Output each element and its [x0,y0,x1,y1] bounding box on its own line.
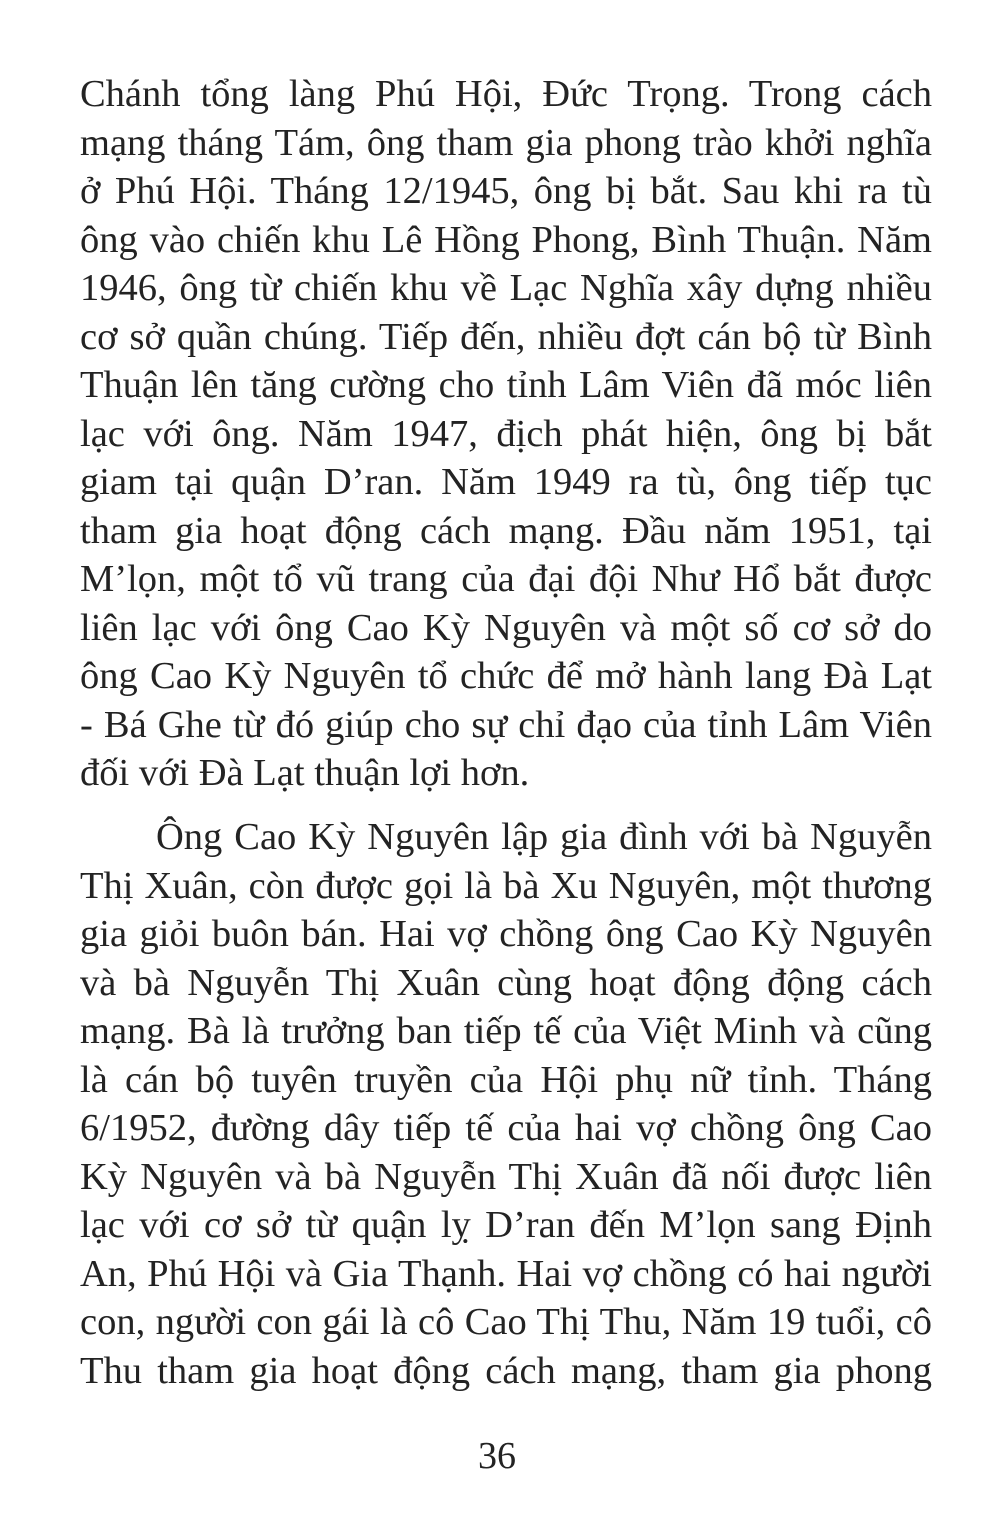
page-number: 36 [478,1435,516,1477]
text-line: ở Phú Hội. Tháng 12/1945, ông bị bắt. Sau khi ra tù [80,170,932,212]
text-line: ông Cao Kỳ Nguyên tổ chức để mở hành lang Đà Lạt [80,655,932,697]
text-line: và bà Nguyễn Thị Xuân cùng hoạt động động cách [80,961,932,1004]
text-line: lạc với ông. Năm 1947, địch phát hiện, ông bị bắt [80,412,932,455]
text-line: Chánh tổng làng Phú Hội, Đức Trọng. Trong cách [80,73,932,115]
text-line: An, Phú Hội và Gia Thạnh. Hai vợ chồng có hai người [80,1252,932,1295]
text-line: cơ sở quần chúng. Tiếp đến, nhiều đợt cán bộ từ Bình [80,315,932,358]
text-line: liên lạc với ông Cao Kỳ Nguyên và một số cơ sở do [80,606,932,649]
text-line: mạng. Bà là trưởng ban tiếp tế của Việt Minh và cũng [80,1010,932,1052]
text-line: gia giỏi buôn bán. Hai vợ chồng ông Cao Kỳ Nguyên [80,913,932,955]
text-line: mạng tháng Tám, ông tham gia phong trào khởi nghĩa [80,121,932,164]
text-line: Kỳ Nguyên và bà Nguyễn Thị Xuân đã nối được liên [80,1155,932,1198]
paragraph-1 [80,70,932,798]
text-line: Thị Xuân, còn được gọi là bà Xu Nguyên, một thương [80,864,932,907]
text-line: 6/1952, đường dây tiếp tế của hai vợ chồng ông Cao [80,1107,932,1149]
text-line: - Bá Ghe từ đó giúp cho sự chỉ đạo của tỉnh Lâm Viên [80,703,932,746]
text-line: Thu tham gia hoạt động cách mạng, tham gia phong [80,1349,932,1392]
text-line: con, người con gái là cô Cao Thị Thu, Năm 19 tuổi, cô [80,1301,932,1343]
text-line: 1946, ông từ chiến khu về Lạc Nghĩa xây dựng nhiều [80,267,932,309]
text-line: tham gia hoạt động cách mạng. Đầu năm 1951, tại [80,509,932,552]
text-line: Thuận lên tăng cường cho tỉnh Lâm Viên đã móc liên [80,364,932,406]
paragraph-2 [80,813,932,1395]
text-line: đối với Đà Lạt thuận lợi hơn. [80,752,530,794]
text-line: M’lọn, một tổ vũ trang của đại đội Như Hổ bắt được [80,558,932,600]
text-line: ông vào chiến khu Lê Hồng Phong, Bình Thuận. Năm [80,218,932,261]
text-line: giam tại quận D’ran. Năm 1949 ra tù, ông tiếp tục [80,461,932,503]
text-line: Ông Cao Kỳ Nguyên lập gia đình với bà Nguyễn [156,816,932,858]
text-line: lạc với cơ sở từ quận lỵ D’ran đến M’lọn sang Định [80,1204,932,1246]
text-line: là cán bộ tuyên truyền của Hội phụ nữ tỉnh. Tháng [80,1058,932,1101]
